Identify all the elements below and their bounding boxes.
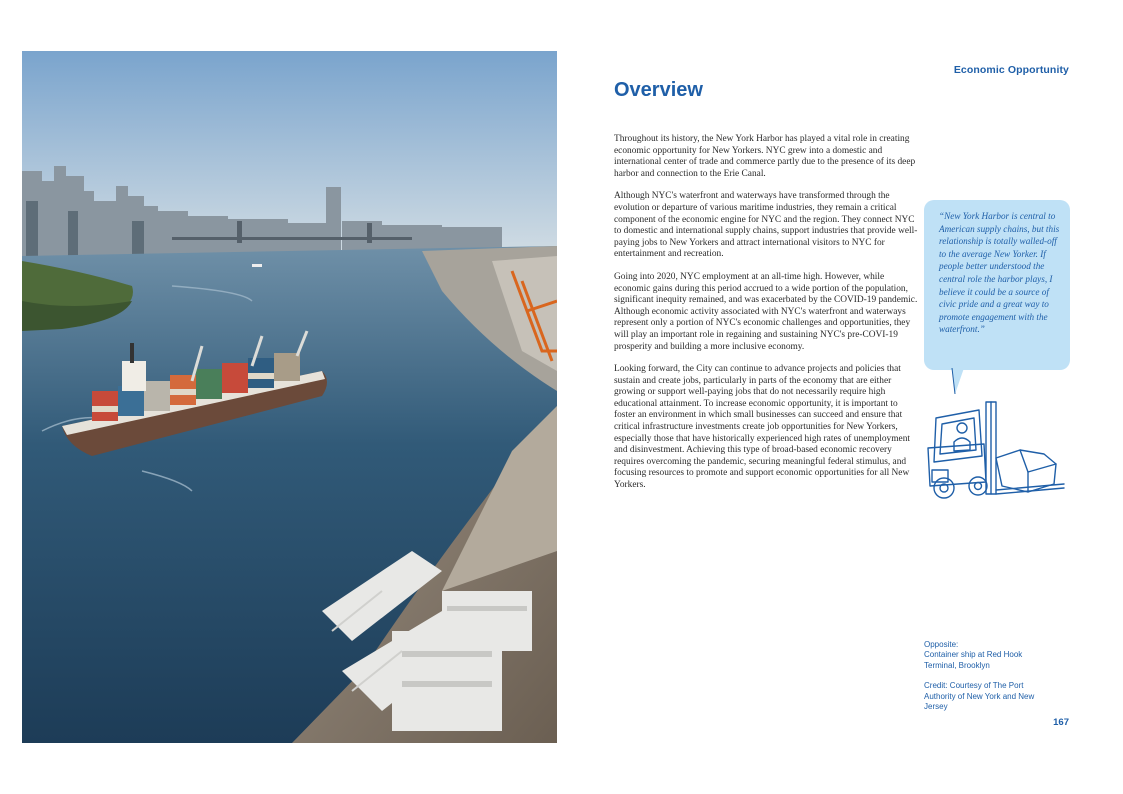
page-number: 167 [1053, 717, 1069, 728]
body-text [614, 134, 918, 503]
photo-credit: Credit: Courtesy of The Port Authority of New York and New Jersey [924, 681, 1035, 712]
paragraph: Throughout its history, the New York Harbor has played a vital role in creating economic opportunity for New Yorkers. NYC grew into a domestic and international center of trade and commerce partly due to the presence of its deep harbor and connection to the Erie Canal. [614, 134, 916, 179]
caption-label: Opposite: [924, 640, 959, 649]
quote-bubble [924, 200, 1070, 370]
forklift-icon [924, 398, 1074, 503]
paragraph: Going into 2020, NYC employment at an all-time high. However, while economic gains during this period accrued to a wide portion of the population, significant inequity remained, and was exacerbated by the COVID-19 pandemic. Although economic activity associated with NYC's waterfront and waterways represent only a portion of NYC's economic challenges and opportunities, they will play an important role in regaining and sustaining NYC's pre-COVI-19 prosperity and building a more inclusive economy. [614, 271, 918, 352]
quote-text: “New York Harbor is central to American supply chains, but this relationship is totally walled-off to the average New Yorker. If people better understood the central role the harbor plays, I believe it could be a source of civic pride and a great way to promote engagement with the waterfront.” [939, 211, 1060, 335]
container-ship-image [22, 51, 557, 743]
harbor-photo [22, 51, 557, 743]
paragraph: Looking forward, the City can continue to advance projects and policies that sustain and create jobs, particularly in parts of the economy that are either growing or support well-paying jobs that do not necessarily require high educational attainment. To increase economic opportunity, it is important to foster an environment in which small businesses can succeed and ensure that critical infrastructure investments create job opportunities for New Yorkers, especially those that have historically experienced high rates of unemployment and disinvestment. Achieving this type of broad-based economic recovery requires overcoming the pandemic, securing meaningful federal stimulus, and focusing resources to promote and support economic opportunities for all New Yorkers. [614, 364, 910, 491]
speech-tail-icon [950, 368, 970, 396]
section-label: Economic Opportunity [953, 64, 1069, 76]
paragraph: Although NYC's waterfront and waterways have transformed through the evolution or departure of various maritime industries, they remain a critical component of the economic engine for NYC and the region. They connect NYC to domestic and international supply chains, support industries that provide well-paying jobs to New Yorkers and attract international visitors to NYC for entertainment and recreation. [614, 191, 918, 260]
caption-text: Container ship at Red Hook Terminal, Brooklyn [924, 650, 1023, 670]
photo-caption [924, 640, 1054, 712]
page-title: Overview [614, 79, 703, 101]
